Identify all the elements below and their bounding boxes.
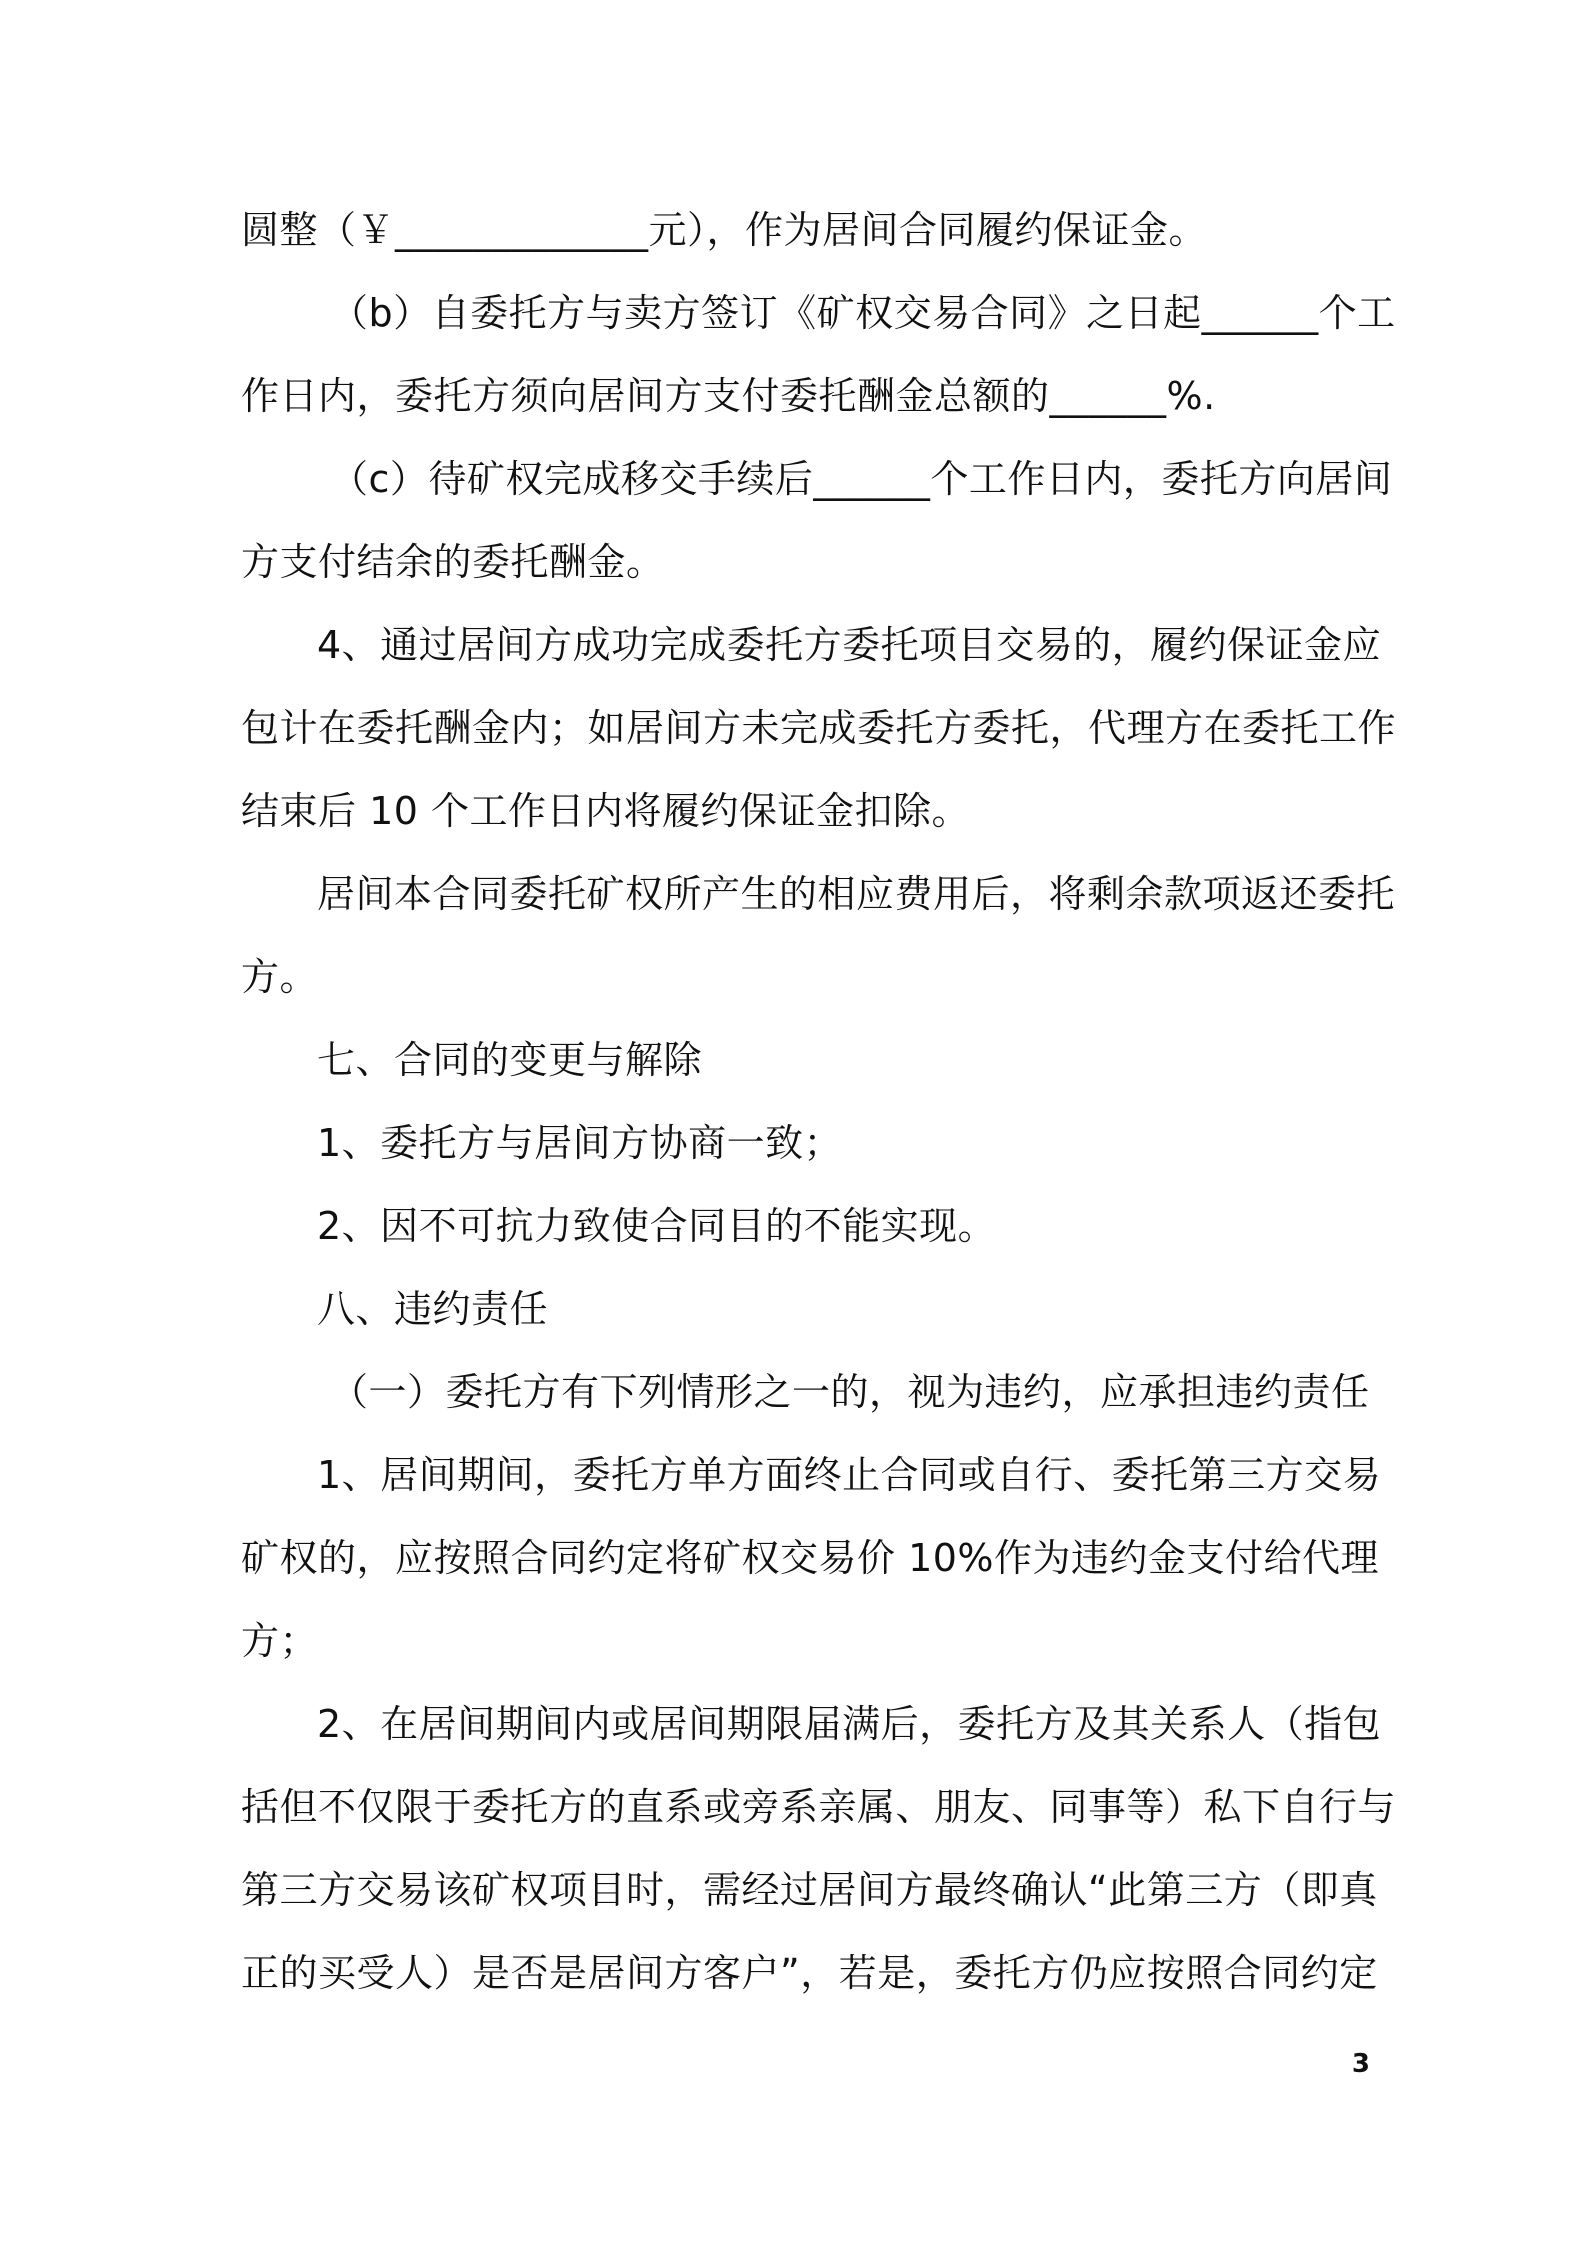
text-line-15: （一）委托方有下列情形之一的，视为违约，应承担违约责任 [330, 1370, 1370, 1414]
text-line-19: 2、在居间期间内或居间期限届满后，委托方及其关系人（指包 [317, 1702, 1382, 1746]
section-heading-8: 八、违约责任 [317, 1287, 549, 1331]
text-line-13: 2、因不可抗力致使合同目的不能实现。 [317, 1204, 997, 1248]
text-line-5: 方支付结余的委托酬金。 [241, 540, 665, 584]
text-line-18: 方； [241, 1619, 319, 1663]
text-line-16: 1、居间期间，委托方单方面终止合同或自行、委托第三方交易 [317, 1453, 1382, 1497]
text-line-4: （c）待矿权完成移交手续后______个工作日内，委托方向居间 [330, 457, 1393, 501]
section-heading-7: 七、合同的变更与解除 [317, 1038, 703, 1082]
text-line-17: 矿权的，应按照合同约定将矿权交易价 10%作为违约金支付给代理 [241, 1536, 1380, 1580]
text-line-21: 第三方交易该矿权项目时，需经过居间方最终确认“此第三方（即真 [241, 1868, 1378, 1912]
text-line-2: （b）自委托方与卖方签订《矿权交易合同》之日起______个工 [330, 291, 1396, 335]
text-line-7: 包计在委托酬金内；如居间方未完成委托方委托，代理方在委托工作 [241, 706, 1397, 750]
text-line-6: 4、通过居间方成功完成委托方委托项目交易的，履约保证金应 [317, 623, 1382, 667]
text-line-22: 正的买受人）是否是居间方客户”，若是，委托方仍应按照合同约定 [241, 1951, 1378, 1995]
text-line-8: 结束后 10 个工作日内将履约保证金扣除。 [241, 789, 971, 833]
text-line-10: 方。 [241, 955, 319, 999]
text-line-3: 作日内，委托方须向居间方支付委托酬金总额的______%. [241, 374, 1216, 418]
text-line-1: 圆整（￥_____________元），作为居间合同履约保证金。 [241, 208, 1208, 252]
text-line-9: 居间本合同委托矿权所产生的相应费用后，将剩余款项返还委托 [317, 872, 1396, 916]
text-line-20: 括但不仅限于委托方的直系或旁系亲属、朋友、同事等）私下自行与 [241, 1785, 1397, 1829]
text-line-12: 1、委托方与居间方协商一致； [317, 1121, 843, 1165]
page-number: 3 [1351, 2049, 1370, 2079]
